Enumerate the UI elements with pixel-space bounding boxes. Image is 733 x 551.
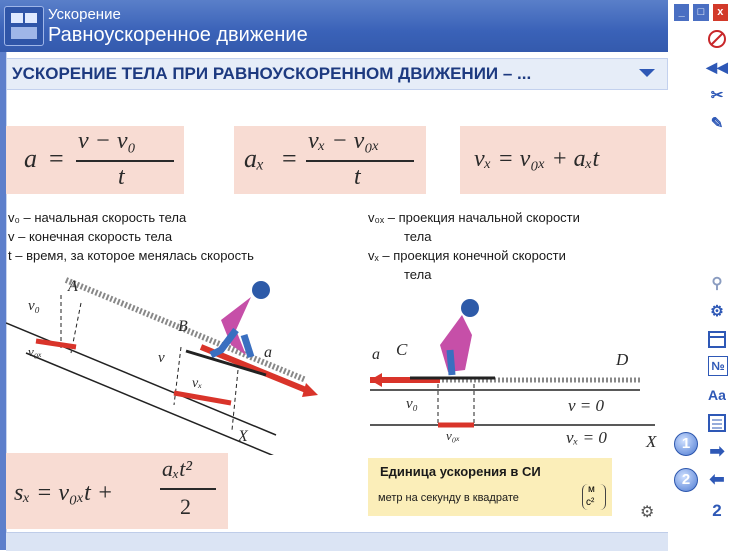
unit-numerator: м <box>588 484 595 495</box>
label-X: X <box>238 428 248 445</box>
gears-icon[interactable]: ⚙ <box>710 303 724 320</box>
eraser-icon[interactable]: ✎ <box>710 115 724 132</box>
vx-segment <box>174 393 231 403</box>
font-icon[interactable]: Aa <box>708 387 726 403</box>
app-icon <box>4 6 44 46</box>
number-icon[interactable]: № <box>708 356 728 376</box>
list-icon[interactable] <box>706 412 728 434</box>
close-button[interactable]: x <box>712 3 729 22</box>
label-a: a <box>372 346 380 363</box>
legend-v0: v₀ – начальная скорость тела <box>8 210 187 225</box>
label-vx: vₓ <box>192 376 203 391</box>
label-a: a <box>264 344 272 361</box>
legend-vx-cont: тела <box>404 267 432 282</box>
no-music-icon[interactable] <box>706 28 728 50</box>
window-controls <box>673 3 729 23</box>
slope-diagram <box>6 275 336 455</box>
formula-4-numerator: aₓt² <box>162 456 192 481</box>
skier-body <box>440 315 472 372</box>
formula-2-lhs: aₓ <box>244 144 265 173</box>
page-1-button[interactable]: 1 <box>674 432 698 456</box>
forward-arrow-icon[interactable]: ➡ <box>709 440 725 461</box>
formula-3: vₓ = v₀ₓ + aₓt <box>474 146 600 172</box>
formula-2-denominator: t <box>354 164 361 190</box>
chevron-down-icon[interactable] <box>634 62 660 84</box>
formula-2-numerator: vₓ − v₀ₓ <box>308 128 380 154</box>
label-v0x: v₀ₓ <box>28 344 42 359</box>
si-unit-text: метр на секунду в квадрате <box>378 492 519 504</box>
label-X: X <box>646 432 657 451</box>
skier-head <box>461 299 479 317</box>
minimize-button[interactable]: _ <box>673 3 690 22</box>
arrow-head <box>370 373 382 387</box>
status-bar <box>6 532 668 551</box>
legend-vx: vₓ – проекция конечной скорости <box>368 248 566 263</box>
gears-icon[interactable]: ⚙ <box>640 504 655 521</box>
legend-t: t – время, за которое менялась скорость <box>8 248 254 263</box>
window-title: Равноускоренное движение <box>48 24 308 46</box>
legend-v0x-cont: тела <box>404 229 432 244</box>
v0x-segment <box>36 341 76 347</box>
back-arrow-icon[interactable]: ⬅ <box>709 468 725 489</box>
legend-v: v – конечная скорость тела <box>8 229 173 244</box>
label-A: A <box>68 278 78 295</box>
formula-1-denominator: t <box>118 164 125 190</box>
fraction-bar <box>76 160 174 162</box>
formula-2-eq: = <box>282 144 297 173</box>
skier-head <box>252 281 270 299</box>
unit-denominator: с² <box>586 497 595 508</box>
magnifier-icon[interactable]: ⚲ <box>711 275 723 292</box>
arrow-head <box>302 383 318 397</box>
label-B: B <box>178 318 188 335</box>
formula-4-denominator: 2 <box>180 494 191 519</box>
formula-1-lhs: a <box>24 144 37 173</box>
label-vx-eq: vₓ = 0 <box>566 428 607 447</box>
maximize-button[interactable]: □ <box>692 3 709 22</box>
page-2-button[interactable]: 2 <box>674 468 698 492</box>
label-v0: v₀ <box>28 298 40 314</box>
si-unit-title: Единица ускорения в СИ <box>380 464 541 479</box>
tools-icon[interactable]: ✂ <box>710 87 724 104</box>
projection-line <box>232 370 238 430</box>
skier-leg <box>450 350 452 375</box>
rewind-icon[interactable]: ◀◀ <box>706 58 728 75</box>
label-v0x: v₀ₓ <box>446 428 460 443</box>
label-v0: v₀ <box>406 396 418 412</box>
label-v: v <box>158 350 165 366</box>
label-C: C <box>396 340 408 359</box>
formula-4-lhs: sₓ = v₀ₓt + <box>14 480 114 506</box>
page-number: 2 <box>712 501 722 520</box>
formula-1-numerator: v − v₀ <box>78 128 136 154</box>
window-subtitle: Ускорение <box>48 6 121 23</box>
calendar-icon[interactable] <box>706 328 728 350</box>
topic-title: УСКОРЕНИЕ ТЕЛА ПРИ РАВНОУСКОРЕННОМ ДВИЖЕНИИ – ... <box>12 64 532 83</box>
label-D: D <box>616 350 629 369</box>
label-v-eq: v = 0 <box>568 396 605 415</box>
fraction-bar <box>306 160 414 162</box>
formula-1-eq: = <box>49 144 64 173</box>
fraction-bar <box>160 488 216 490</box>
legend-v0x: v₀ₓ – проекция начальной скорости <box>368 210 580 225</box>
